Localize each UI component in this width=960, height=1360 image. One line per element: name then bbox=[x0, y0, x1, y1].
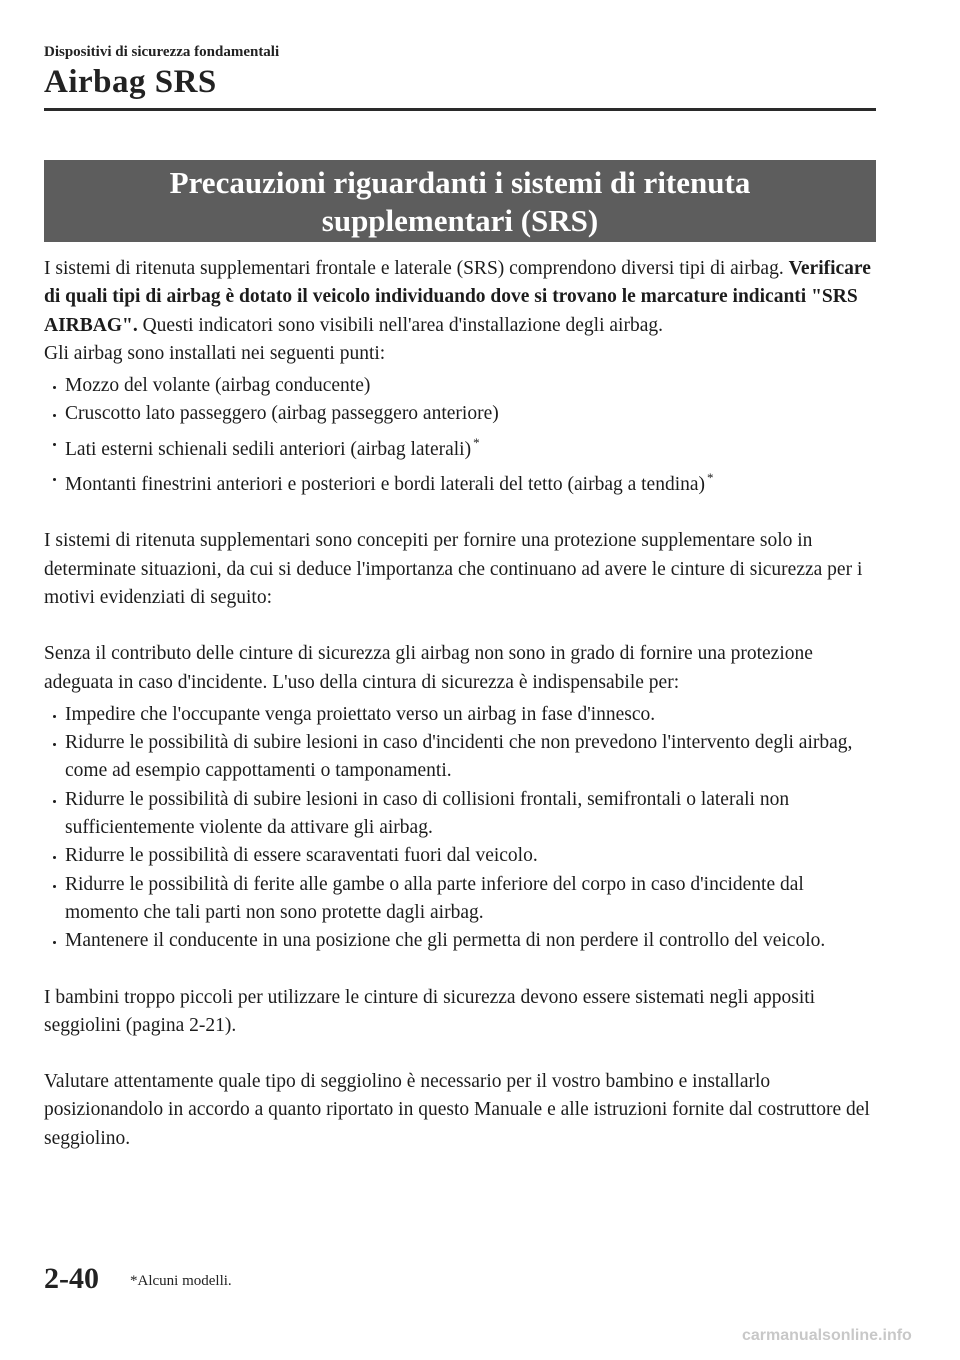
list-item-text: Mantenere il conducente in una posizione che gli permetta di non perdere il controllo del veicolo. bbox=[65, 930, 826, 952]
list-item bbox=[44, 429, 880, 464]
list-item bbox=[44, 464, 880, 499]
footnote: *Alcuni modelli. bbox=[130, 1273, 232, 1289]
list-item bbox=[44, 372, 880, 400]
spacer bbox=[44, 612, 880, 640]
list-item-text: Ridurre le possibilità di essere scaraventati fuori dal veicolo. bbox=[65, 845, 538, 867]
list-item bbox=[44, 400, 880, 428]
watermark: carmanualsonline.info bbox=[742, 1327, 912, 1344]
supplementary-paragraph: I sistemi di ritenuta supplementari sono concepiti per fornire una protezione supplementare solo in determinate situazioni, da cui si deduce l'importanza che continuano ad avere le cinture di sicurezza per i motivi evidenziati di seguito: bbox=[44, 530, 863, 608]
bullet-icon bbox=[53, 885, 56, 888]
footnote-mark: * bbox=[707, 470, 714, 486]
list-item-text: Impedire che l'occupante venga proiettato verso un airbag in fase d'innesco. bbox=[65, 703, 656, 725]
bullet-icon bbox=[53, 443, 56, 446]
page-content bbox=[44, 255, 880, 1153]
section-banner bbox=[44, 160, 876, 242]
list-item-text: Ridurre le possibilità di subire lesioni in caso di collisioni frontali, semifrontali o laterali non sufficientemente violente da attivare gli airbag. bbox=[65, 788, 790, 839]
chapter-title: Airbag SRS bbox=[44, 64, 217, 100]
spacer bbox=[44, 956, 880, 984]
bullet-icon bbox=[53, 856, 56, 859]
list-item-text: Mozzo del volante (airbag conducente) bbox=[65, 375, 371, 397]
banner-title-line2: supplementari (SRS) bbox=[321, 203, 599, 238]
intro-text-end: Questi indicatori sono visibili nell'area d'installazione degli airbag. bbox=[137, 314, 663, 336]
list-item bbox=[44, 842, 880, 870]
banner-title-line1: Precauzioni riguardanti i sistemi di ritenuta bbox=[169, 165, 751, 200]
list-item bbox=[44, 701, 880, 729]
bullet-icon bbox=[53, 478, 56, 481]
bullet-icon bbox=[53, 941, 56, 944]
intro-bold-text: Verificare di quali tipi di airbag è dotato il veicolo individuando dove si trovano le marcature indicanti "SRS AIRBAG". bbox=[44, 258, 871, 336]
bullet-icon bbox=[53, 386, 56, 389]
list-item bbox=[44, 786, 880, 843]
bullet-icon bbox=[53, 414, 56, 417]
spacer bbox=[44, 499, 880, 527]
children-paragraph: I bambini troppo piccoli per utilizzare le cinture di sicurezza devono essere sistemati negli appositi seggiolini (pagina 2-21). bbox=[44, 986, 816, 1036]
bullet-icon bbox=[53, 715, 56, 718]
list-item bbox=[44, 871, 880, 928]
intro-text: I sistemi di ritenuta supplementari frontale e laterale (SRS) comprendono diversi tipi di airbag. bbox=[44, 258, 789, 279]
list-item bbox=[44, 729, 880, 786]
spacer bbox=[44, 1040, 880, 1068]
list-item-text: Montanti finestrini anteriori e posteriori e bordi laterali del tetto (airbag a tendina) bbox=[65, 474, 706, 496]
airbag-locations-list bbox=[44, 372, 880, 499]
title-rule bbox=[44, 108, 876, 111]
section-label: Dispositivi di sicurezza fondamentali bbox=[44, 44, 280, 60]
list-item-text: Lati esterni schienali sedili anteriori (airbag laterali) bbox=[65, 438, 472, 460]
seatbelt-reasons-list bbox=[44, 701, 880, 956]
child-seat-paragraph: Valutare attentamente quale tipo di seggiolino è necessario per il vostro bambino e installarlo posizionandolo in accordo a quanto riportato in questo Manuale e alle istruzioni fornite dal costruttore del seggiolino. bbox=[44, 1071, 870, 1149]
list-item-text: Cruscotto lato passeggero (airbag passeggero anteriore) bbox=[65, 403, 499, 425]
bullet-icon bbox=[53, 800, 56, 803]
footnote-mark: * bbox=[473, 434, 480, 450]
list-item-text: Ridurre le possibilità di subire lesioni in caso d'incidenti che non prevedono l'intervento degli airbag, come ad esempio cappottamenti o tamponamenti. bbox=[65, 732, 853, 782]
list-item bbox=[44, 927, 880, 955]
page-number: 2-40 bbox=[44, 1262, 99, 1295]
list-item-text: Ridurre le possibilità di ferite alle gambe o alla parte inferiore del corpo in caso d'incidente dal momento che tali parti non sono protette dagli airbag. bbox=[65, 873, 804, 923]
belts-paragraph: Senza il contributo delle cinture di sicurezza gli airbag non sono in grado di fornire una protezione adeguata in caso d'incidente. L'uso della cintura di sicurezza è indispensabile per: bbox=[44, 643, 813, 693]
intro-paragraph bbox=[44, 255, 880, 340]
locations-lead: Gli airbag sono installati nei seguenti punti: bbox=[44, 342, 386, 364]
bullet-icon bbox=[53, 743, 56, 746]
